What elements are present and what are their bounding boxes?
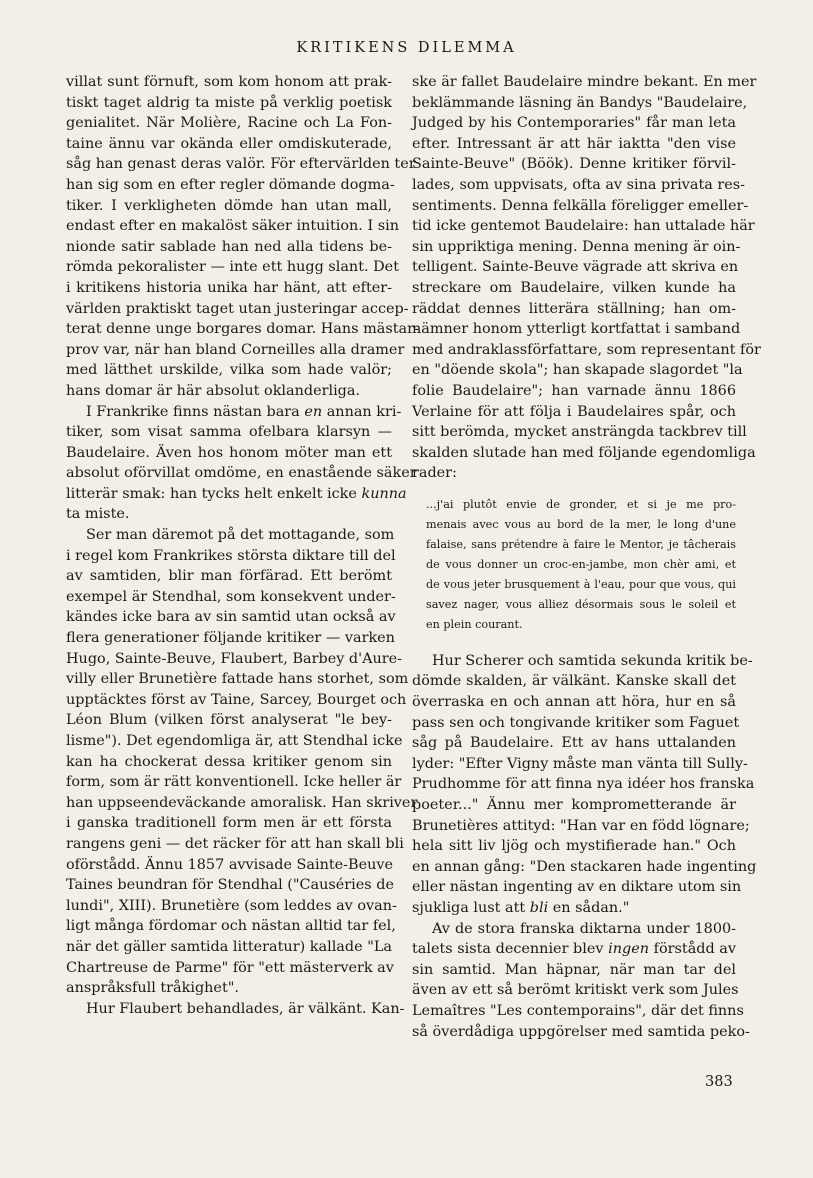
text-line: endast efter en makalöst säker intuition. I sin	[66, 218, 399, 235]
quote-line: savez nager, vous alliez désormais sous le soleil et	[426, 597, 736, 611]
text-line: Av de stora franska diktarna under 1800-	[432, 920, 736, 937]
text-line: flera generationer följande kritiker — varken	[66, 630, 395, 647]
text-line: Brunetières attityd: "Han var en född lögnare;	[412, 817, 750, 834]
text-line	[412, 939, 736, 960]
text-line: även av ett så berömt kritiskt verk som Jules	[412, 982, 739, 999]
quote-line: de vous jeter brusquement à l'eau, pour que vous, qui	[426, 577, 736, 591]
text-line: sin samtid. Man häpnar, när man tar del	[412, 961, 736, 978]
text-line: upptäcktes först av Taine, Sarcey, Bourget och	[66, 691, 407, 708]
text-line: Baudelaire. Även hos honom möter man ett	[66, 444, 392, 461]
text-line: såg på Baudelaire. Ett av hans uttalanden	[412, 735, 736, 752]
text-line: hans domar är här absolut oklanderliga.	[66, 382, 361, 399]
text-line: ta miste.	[66, 506, 130, 523]
text-line: genialitet. När Molière, Racine och La Fon-	[66, 115, 392, 132]
text-line: Verlaine för att följa i Baudelaires spår, och	[412, 403, 736, 420]
text-line: världen praktiskt taget utan justeringar accep-	[66, 300, 409, 317]
text-line: tiker, som visat samma ofelbara klarsyn —	[66, 424, 392, 441]
emphasis: bli	[529, 900, 549, 916]
text-line: römda pekoralister — inte ett hugg slant. Det	[66, 259, 399, 276]
text-line: tid icke gentemot Baudelaire: han uttalade här	[412, 218, 755, 235]
text-line: Ser man däremot på det mottagande, som	[86, 527, 395, 544]
text-line: kan ha chockerat dessa kritiker genom sin	[66, 753, 392, 770]
text-line: folie Baudelaire"; han varnade ännu 1866	[412, 382, 736, 399]
quote-line: de vous donner un croc-en-jambe, mon chèr ami, et	[426, 557, 736, 571]
text-line: Judged by his Contemporaries" får man leta	[412, 115, 736, 132]
text-line: exempel är Stendhal, som konsekvent under-	[66, 588, 396, 605]
text-span: talets sista decennier blev	[412, 941, 604, 958]
text-line: Prudhomme för att finna nya idéer hos franska	[412, 776, 755, 793]
text-line	[66, 484, 407, 505]
text-line: i kritikens historia unika har hänt, att efter-	[66, 279, 392, 296]
text-line: villat sunt förnuft, som kom honom att prak-	[66, 74, 392, 90]
text-line: poeter..." Ännu mer komprometterande är	[412, 797, 736, 814]
text-line: lisme"). Det egendomliga är, att Stendhal icke	[66, 733, 403, 749]
text-line: nämner honom ytterligt kortfattat i samband	[412, 321, 741, 338]
quote-line: falaise, sans prétendre à faire le Mentor, je tâcherais	[426, 537, 736, 551]
text-line: Hur Flaubert behandlades, är välkänt. Kan-	[86, 1000, 405, 1017]
text-line: han uppseendeväckande amoralisk. Han skriver	[66, 794, 418, 811]
emphasis: ingen	[608, 941, 650, 958]
left-column	[66, 72, 419, 1019]
text-line: terat denne unge borgares domar. Hans mästar-	[66, 321, 419, 338]
text-line: när det gäller samtida litteratur) kallade "La	[66, 938, 392, 955]
text-line: Lemaîtres "Les contemporains", där det finns	[412, 1002, 744, 1019]
text-line: rangens geni — det räcker för att han skall bli	[66, 835, 404, 852]
text-line: en annan gång: "Den stackaren hade ingenting	[412, 858, 757, 875]
text-line: rader:	[412, 465, 457, 482]
text-span: annan kri-	[326, 403, 402, 420]
text-line: anspråksfull tråkighet".	[66, 980, 239, 997]
text-line: beklämmande läsning än Bandys "Baudelaire,	[412, 94, 748, 111]
text-line: kändes icke bara av sin samtid utan också av	[66, 609, 396, 626]
text-line: taine ännu var okända eller omdiskuterade,	[66, 135, 392, 152]
text-line: hela sitt liv ljög och mystifierade han." Och	[412, 838, 736, 855]
text-line: överraska en och annan att höra, hur en så	[412, 694, 736, 711]
text-line: sin uppriktiga mening. Denna mening är oin-	[412, 238, 741, 255]
page-number: 383	[705, 1074, 733, 1090]
text-line: dömde skalden, är välkänt. Kanske skall det	[412, 673, 736, 690]
text-line: nionde satir sablade han ned alla tidens be-	[66, 238, 392, 255]
emphasis: kunna	[361, 485, 407, 502]
text-line: tiskt taget aldrig ta miste på verklig poetisk	[66, 94, 392, 111]
text-line: med andraklassförfattare, som representant för	[412, 341, 761, 358]
text-line: ske är fallet Baudelaire mindre bekant. En mer	[412, 74, 757, 90]
text-line: Léon Blum (vilken först analyserat "le bey-	[66, 712, 392, 729]
text-line: i ganska traditionell form men är ett första	[66, 815, 392, 832]
emphasis: en	[304, 403, 323, 420]
text-line: streckare om Baudelaire, vilken kunde ha	[412, 279, 736, 296]
text-line: såg han genast deras valör. För eftervärlden ter	[66, 156, 416, 173]
text-line: oförstådd. Ännu 1857 avvisade Sainte-Beuve	[66, 856, 394, 873]
text-line: telligent. Sainte-Beuve vägrade att skriva en	[412, 259, 739, 276]
text-span: förstådd av	[653, 941, 737, 958]
text-line: lyder: "Efter Vigny måste man vänta till Sully-	[412, 755, 748, 772]
text-line: en "döende skola"; han skapade slagordet "la	[412, 362, 743, 379]
text-line: sitt berömda, mycket ansträngda tackbrev till	[412, 424, 747, 441]
text-line: pass sen och tongivande kritiker som Faguet	[412, 714, 740, 731]
running-head: KRITIKENS DILEMMA	[296, 40, 517, 56]
text-line: med lätthet urskilde, vilka som hade valör;	[66, 362, 392, 379]
text-line: Hugo, Sainte-Beuve, Flaubert, Barbey d'Aure-	[66, 650, 402, 667]
text-line: eller nästan ingenting av en diktare utom sin	[412, 879, 742, 896]
text-line: Taines beundran för Stendhal ("Causéries de	[66, 877, 394, 894]
text-span: en sådan."	[552, 900, 630, 916]
text-line: efter. Intressant är att här iaktta "den vise	[412, 135, 736, 152]
quote-line: en plein courant.	[426, 617, 523, 631]
text-line: han sig som en efter regler dömande dogma-	[66, 176, 395, 193]
text-line: tiker. I verkligheten dömde han utan mall,	[66, 197, 392, 214]
text-line: villy eller Brunetière fattade hans storhet, som	[66, 671, 409, 688]
text-line	[66, 402, 402, 423]
text-span: litterär smak: han tycks helt enkelt icke	[66, 485, 357, 502]
block-quote	[426, 495, 736, 635]
quote-line: menais avec vous au bord de la mer, le long d'une	[426, 517, 736, 531]
text-line: ligt många fördomar och nästan alltid tar fel,	[66, 918, 396, 935]
quote-line: ...j'ai plutôt envie de gronder, et si je me pro-	[426, 497, 736, 511]
text-line: prov var, när han bland Corneilles alla dramer	[66, 341, 405, 358]
text-line: form, som är rätt konventionell. Icke heller är	[66, 774, 402, 791]
text-line: lades, som uppvisats, ofta av sina privata res-	[412, 176, 746, 193]
text-line: i regel kom Frankrikes största diktare till del	[66, 547, 396, 564]
text-line: Hur Scherer och samtida sekunda kritik be-	[432, 652, 753, 669]
text-line: räddat dennes litterära ställning; han om-	[412, 300, 736, 317]
text-span: I Frankrike finns nästan bara	[86, 403, 300, 420]
text-line: av samtiden, blir man förfärad. Ett berömt	[66, 568, 392, 585]
text-span: sjukliga lust att	[412, 900, 526, 916]
text-line: absolut oförvillat omdöme, en enastående säker	[66, 465, 417, 482]
text-line: Sainte-Beuve" (Böök). Denne kritiker förvil-	[412, 156, 736, 173]
text-line: sentiments. Denna felkälla föreligger emeller-	[412, 197, 749, 214]
text-line: Chartreuse de Parme" för "ett mästerverk av	[66, 959, 394, 976]
text-line: lundi", XIII). Brunetière (som leddes av ovan-	[66, 897, 397, 914]
text-line	[412, 898, 736, 919]
text-line: skalden slutade han med följande egendomliga	[412, 444, 756, 461]
text-line: så överdådiga uppgörelser med samtida peko-	[412, 1023, 750, 1040]
right-column	[412, 72, 761, 1042]
